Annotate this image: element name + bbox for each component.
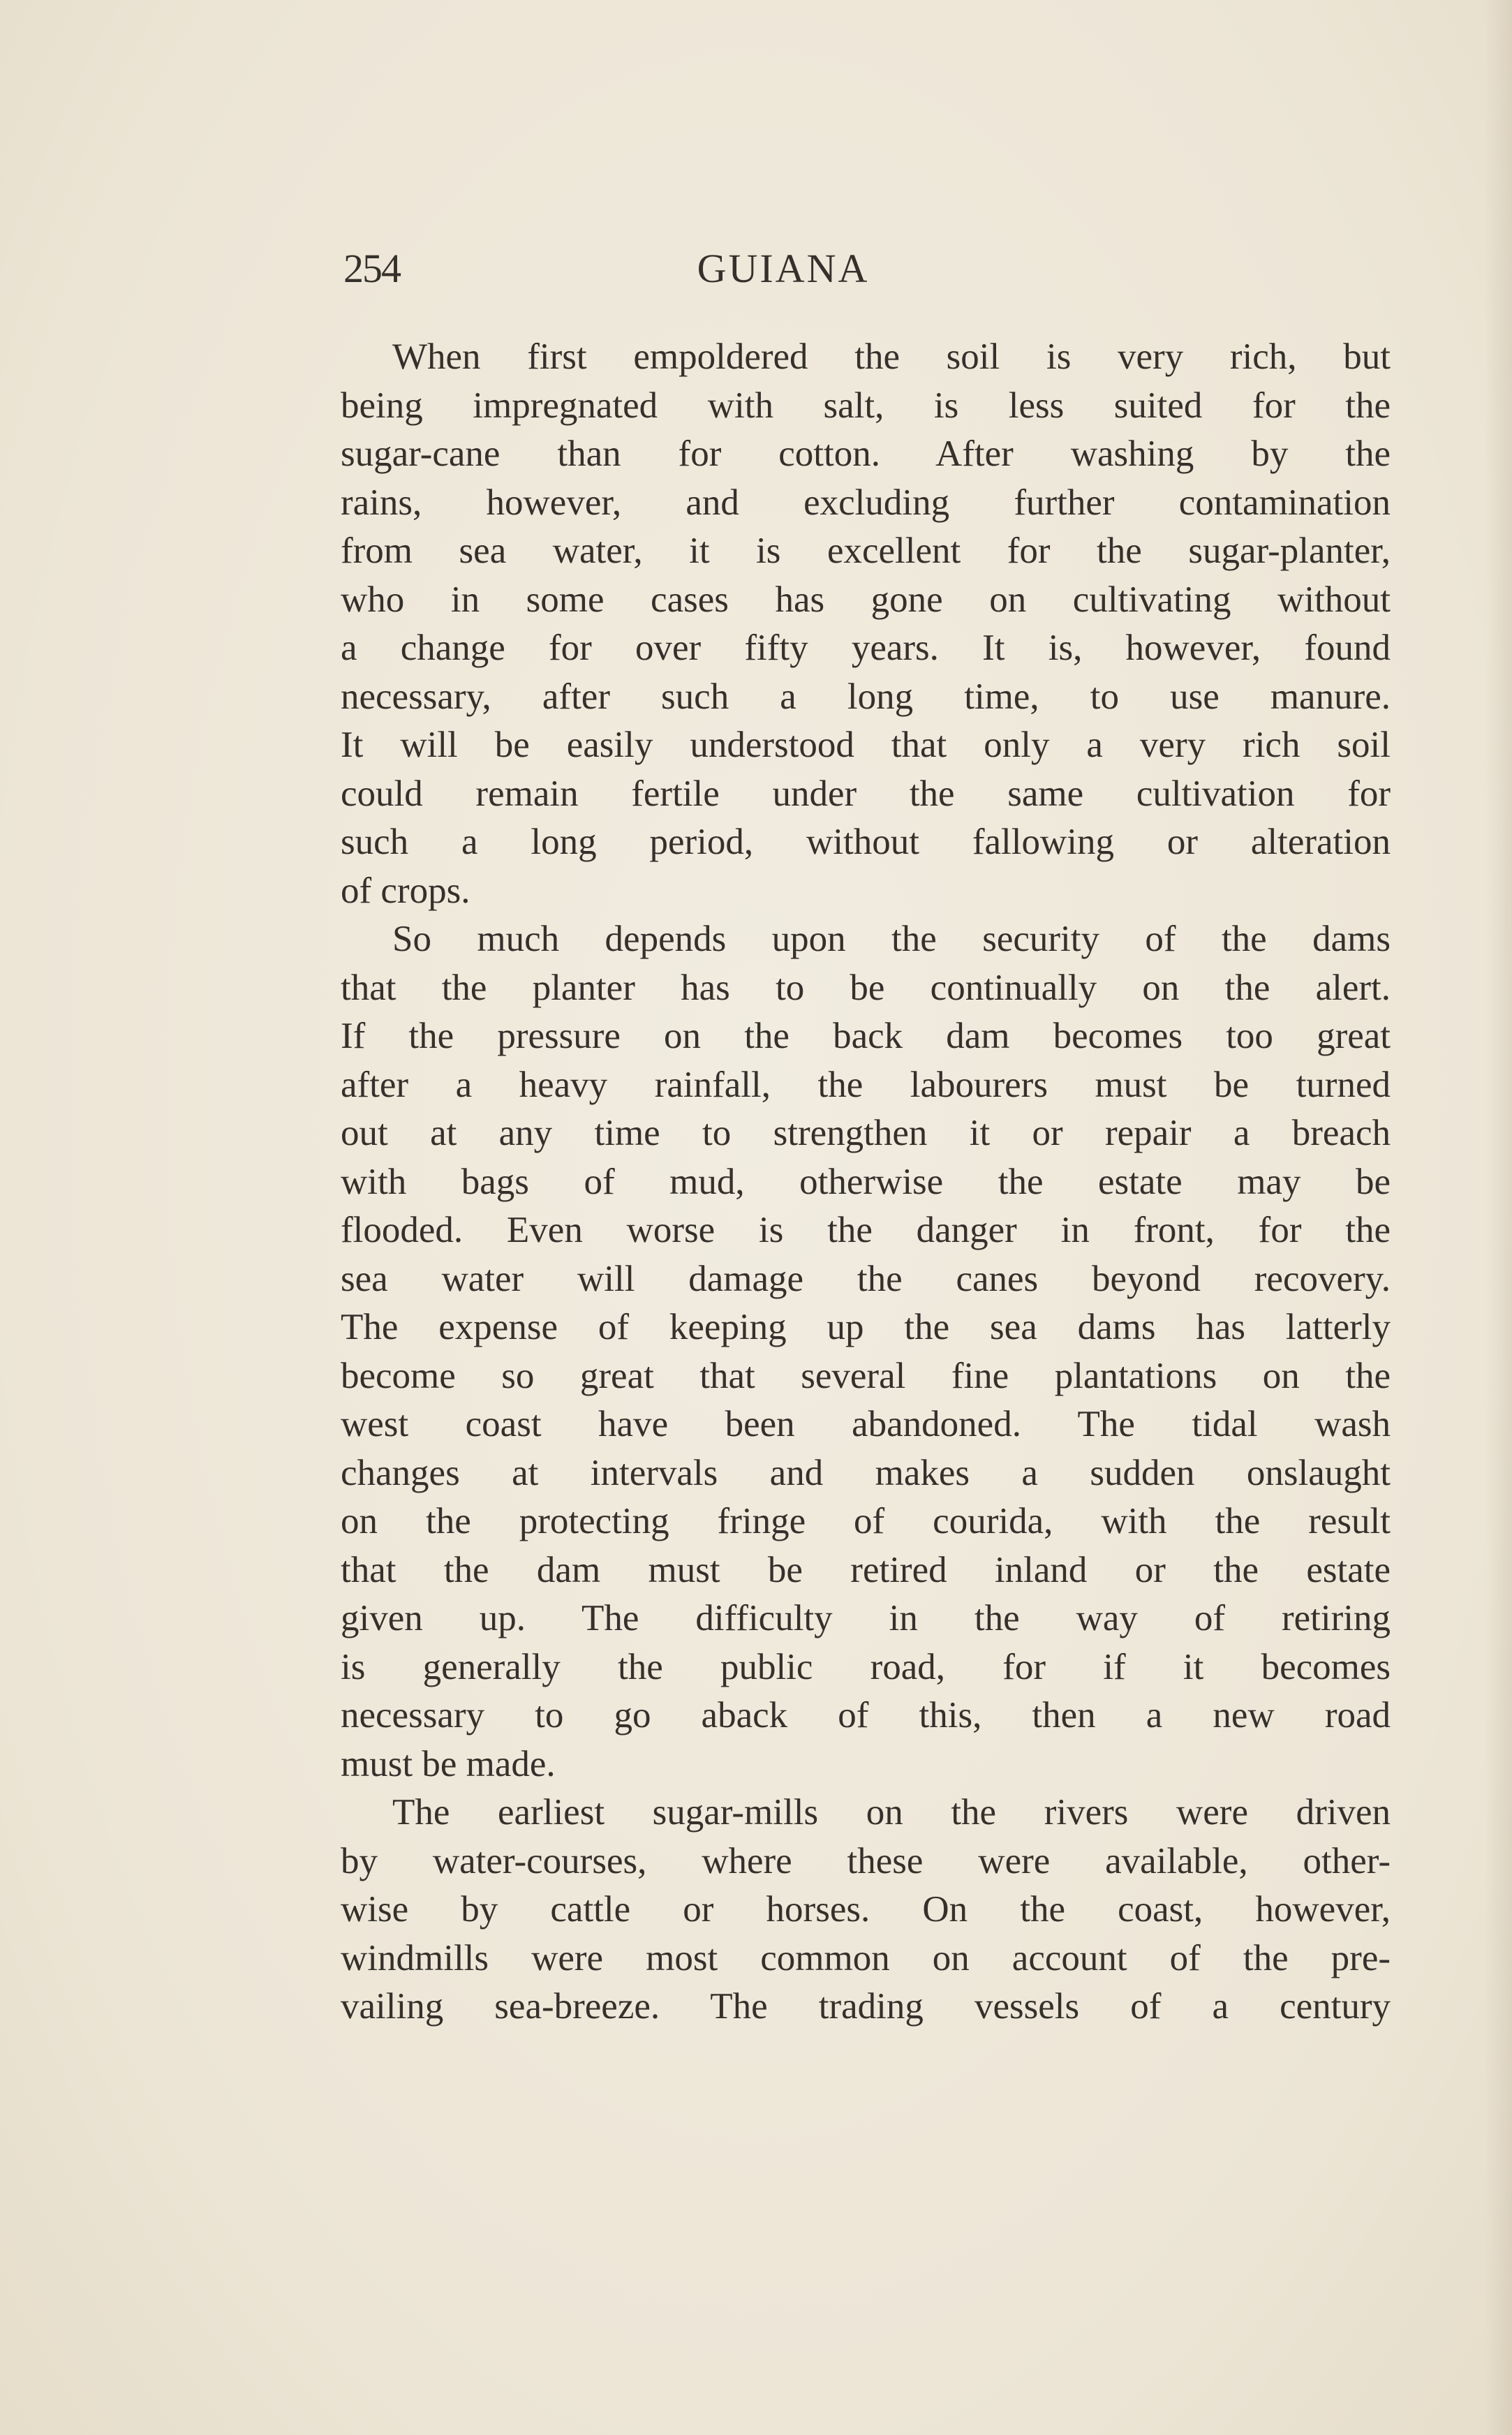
- page-header: [343, 241, 1391, 297]
- text-line: such a long period, without fallowing or alteration: [341, 822, 1391, 862]
- text-line: The earliest sugar-mills on the rivers were driven: [392, 1792, 1391, 1833]
- running-title: GUIANA: [697, 246, 870, 291]
- text-line: changes at intervals and makes a sudden onslaught: [341, 1452, 1391, 1493]
- text-line: rains, however, and excluding further contamination: [341, 482, 1391, 523]
- paragraph: [341, 915, 1391, 1789]
- text-line: being impregnated with salt, is less suited for the: [341, 385, 1391, 426]
- text-line: could remain fertile under the same cultivation for: [341, 773, 1391, 814]
- text-line: sugar-cane than for cotton. After washing by the: [341, 434, 1391, 474]
- page-number: 254: [343, 246, 400, 291]
- text-line: must be made.: [341, 1743, 556, 1784]
- paragraph: [341, 333, 1391, 915]
- text-line: vailing sea-breeze. The trading vessels of a century: [341, 1986, 1391, 2027]
- text-line: If the pressure on the back dam becomes too great: [341, 1016, 1391, 1056]
- text-line: that the dam must be retired inland or the estate: [341, 1549, 1391, 1590]
- text-line: When first empoldered the soil is very rich, but: [392, 336, 1391, 377]
- text-line: a change for over fifty years. It is, however, found: [341, 628, 1391, 668]
- text-line: become so great that several fine plantations on the: [341, 1355, 1391, 1396]
- text-line: with bags of mud, otherwise the estate may be: [341, 1161, 1391, 1202]
- text-line: sea water will damage the canes beyond recovery.: [341, 1258, 1391, 1299]
- text-line: necessary, after such a long time, to use manure.: [341, 676, 1391, 717]
- page-edge-shadow: [1484, 0, 1512, 2435]
- text-line: that the planter has to be continually on the alert.: [341, 967, 1391, 1008]
- text-line: is generally the public road, for if it becomes: [341, 1646, 1391, 1687]
- text-line: of crops.: [341, 870, 470, 911]
- text-line: flooded. Even worse is the danger in front, for the: [341, 1210, 1391, 1250]
- body-text: [341, 333, 1391, 2031]
- text-line: given up. The difficulty in the way of retiring: [341, 1598, 1391, 1638]
- text-line: wise by cattle or horses. On the coast, however,: [341, 1889, 1391, 1930]
- text-line: who in some cases has gone on cultivating without: [341, 579, 1391, 620]
- text-line: So much depends upon the security of the dams: [392, 919, 1391, 959]
- text-line: The expense of keeping up the sea dams has latterly: [341, 1307, 1391, 1347]
- text-line: after a heavy rainfall, the labourers must be turned: [341, 1064, 1391, 1105]
- text-line: west coast have been abandoned. The tidal wash: [341, 1404, 1391, 1444]
- text-line: out at any time to strengthen it or repair a breach: [341, 1113, 1391, 1153]
- text-line: from sea water, it is excellent for the sugar-planter,: [341, 531, 1391, 571]
- text-line: by water-courses, where these were available, other-: [341, 1840, 1391, 1881]
- text-line: necessary to go aback of this, then a new road: [341, 1695, 1391, 1735]
- paragraph: [341, 1789, 1391, 2031]
- text-line: windmills were most common on account of the pre-: [341, 1937, 1391, 1978]
- text-line: It will be easily understood that only a very rich soil: [341, 725, 1391, 765]
- text-line: on the protecting fringe of courida, with the result: [341, 1501, 1391, 1541]
